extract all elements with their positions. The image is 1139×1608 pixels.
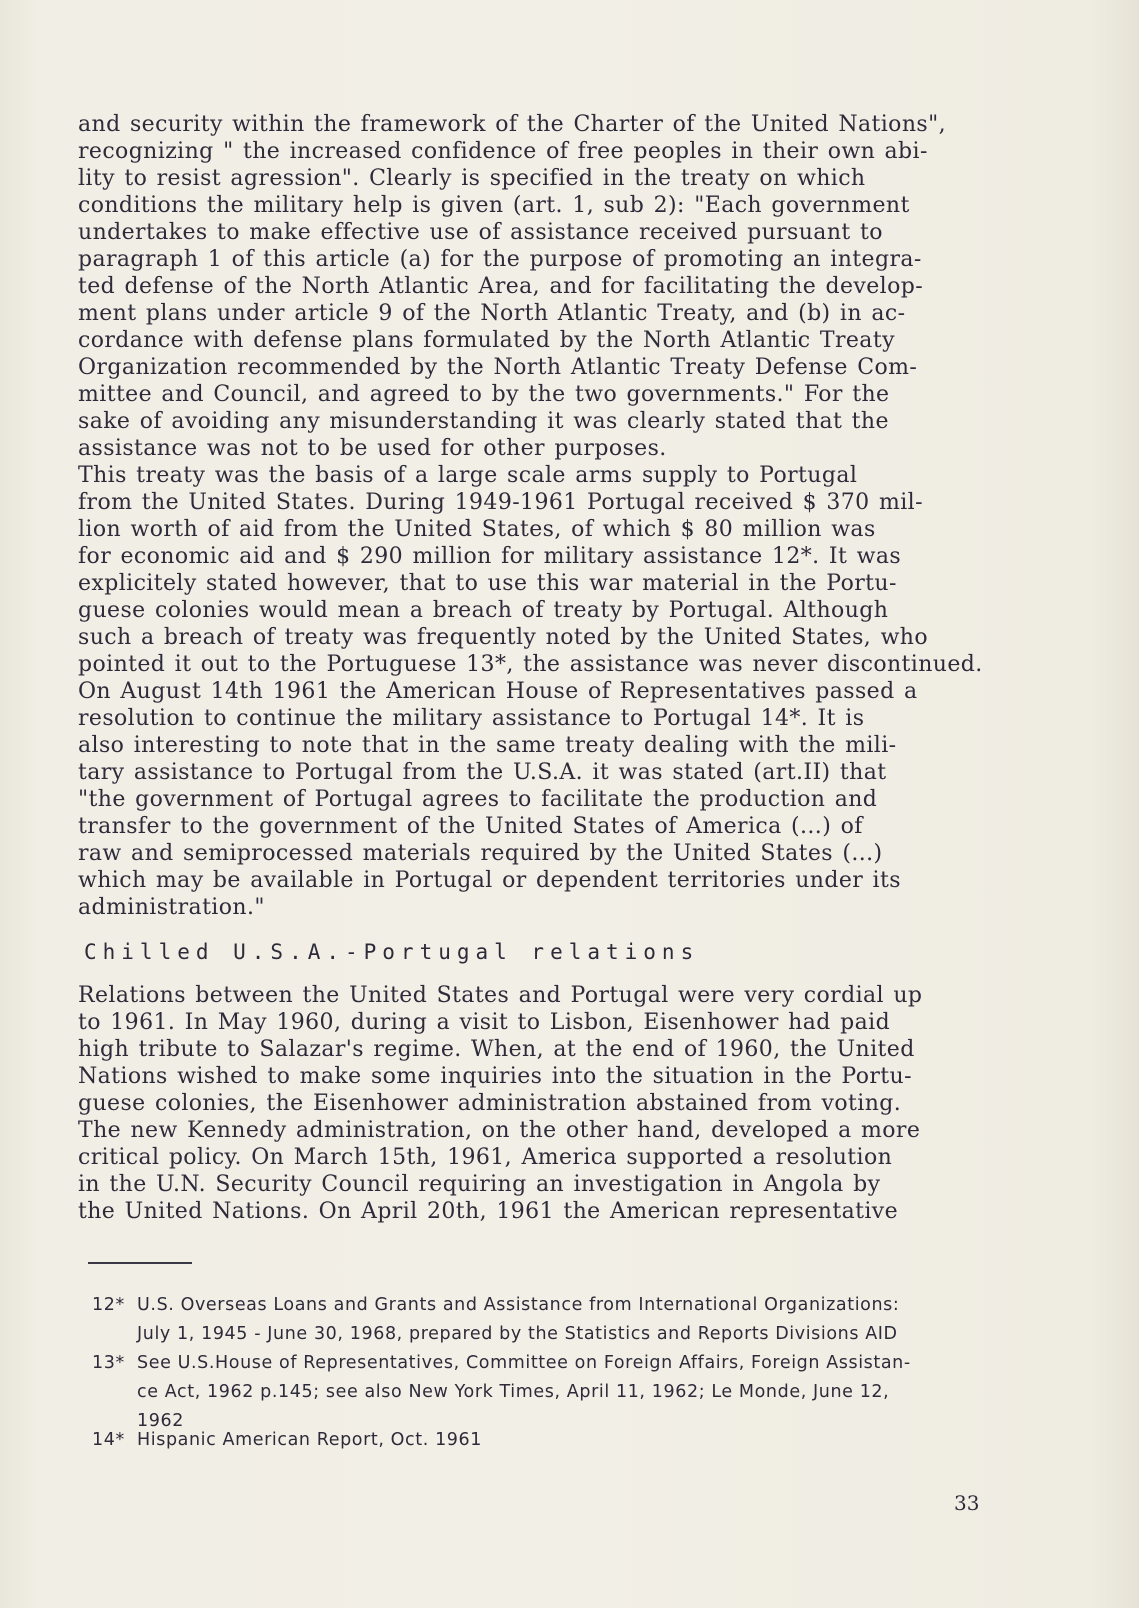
footnote-number: 14*: [92, 1430, 125, 1450]
text-line: explicitely stated however, that to use this war material in the Portu-: [78, 571, 897, 596]
text-line: resolution to continue the military assistance to Portugal 14*. It is: [78, 706, 865, 731]
text-line: This treaty was the basis of a large scale arms supply to Portugal: [78, 463, 858, 488]
text-line: On August 14th 1961 the American House of Representatives passed a: [78, 679, 918, 704]
footnote-number: 13*: [92, 1353, 125, 1373]
text-line: ted defense of the North Atlantic Area, and for facilitating the develop-: [78, 274, 924, 299]
footnote-number: 12*: [92, 1295, 125, 1315]
text-line: pointed it out to the Portuguese 13*, the assistance was never discontinued.: [78, 652, 983, 677]
text-line: Relations between the United States and Portugal were very cordial up: [78, 983, 923, 1008]
text-line: "the government of Portugal agrees to facilitate the production and: [78, 787, 878, 812]
text-line: lity to resist agression". Clearly is specified in the treaty on which: [78, 166, 866, 191]
text-line: ment plans under article 9 of the North Atlantic Treaty, and (b) in ac-: [78, 301, 906, 326]
text-line: also interesting to note that in the same treaty dealing with the mili-: [78, 733, 897, 758]
text-line: such a breach of treaty was frequently noted by the United States, who: [78, 625, 929, 650]
footnote-line: 1962: [137, 1411, 184, 1431]
text-line: paragraph 1 of this article (a) for the purpose of promoting an integra-: [78, 247, 922, 272]
text-line: for economic aid and $ 290 million for military assistance 12*. It was: [78, 544, 902, 569]
footnote-line: See U.S.House of Representatives, Committee on Foreign Affairs, Foreign Assistan-: [137, 1353, 911, 1373]
text-line: lion worth of aid from the United States, of which $ 80 million was: [78, 517, 876, 542]
text-line: transfer to the government of the United States of America (...) of: [78, 814, 863, 839]
footnote-separator: [88, 1262, 192, 1264]
text-line: Nations wished to make some inquiries into the situation in the Portu-: [78, 1064, 912, 1089]
body-paragraph-1: [78, 111, 1008, 921]
body-paragraph-2: [78, 982, 1008, 1225]
text-line: guese colonies would mean a breach of treaty by Portugal. Although: [78, 598, 889, 623]
text-line: raw and semiprocessed materials required by the United States (...): [78, 841, 883, 866]
page-number: 33: [954, 1491, 980, 1515]
text-line: administration.": [78, 895, 265, 920]
text-line: guese colonies, the Eisenhower administration abstained from voting.: [78, 1091, 902, 1116]
text-line: conditions the military help is given (art. 1, sub 2): "Each government: [78, 193, 910, 218]
text-line: critical policy. On March 15th, 1961, America supported a resolution: [78, 1145, 893, 1170]
text-line: sake of avoiding any misunderstanding it was clearly stated that the: [78, 409, 889, 434]
text-line: high tribute to Salazar's regime. When, at the end of 1960, the United: [78, 1037, 915, 1062]
text-line: assistance was not to be used for other purposes.: [78, 436, 667, 461]
footnote-line: July 1, 1945 - June 30, 1968, prepared by the Statistics and Reports Divisions AID: [137, 1324, 898, 1344]
text-line: The new Kennedy administration, on the other hand, developed a more: [78, 1118, 921, 1143]
section-heading: Chilled U.S.A.-Portugal relations: [84, 940, 700, 964]
text-line: recognizing " the increased confidence of free peoples in their own abi-: [78, 139, 928, 164]
text-line: which may be available in Portugal or dependent territories under its: [78, 868, 901, 893]
text-line: the United Nations. On April 20th, 1961 the American representative: [78, 1199, 899, 1224]
text-line: undertakes to make effective use of assistance received pursuant to: [78, 220, 883, 245]
footnote-line: Hispanic American Report, Oct. 1961: [137, 1430, 483, 1450]
footnote-line: ce Act, 1962 p.145; see also New York Times, April 11, 1962; Le Monde, June 12,: [137, 1382, 890, 1402]
footnote-line: U.S. Overseas Loans and Grants and Assistance from International Organizations:: [137, 1295, 900, 1315]
text-line: cordance with defense plans formulated by the North Atlantic Treaty: [78, 328, 895, 353]
text-line: in the U.N. Security Council requiring an investigation in Angola by: [78, 1172, 881, 1197]
text-line: tary assistance to Portugal from the U.S.A. it was stated (art.II) that: [78, 760, 887, 785]
text-line: mittee and Council, and agreed to by the two governments." For the: [78, 382, 890, 407]
text-line: to 1961. In May 1960, during a visit to Lisbon, Eisenhower had paid: [78, 1010, 891, 1035]
text-line: and security within the framework of the Charter of the United Nations",: [78, 112, 947, 137]
text-line: from the United States. During 1949-1961 Portugal received $ 370 mil-: [78, 490, 923, 515]
text-line: Organization recommended by the North Atlantic Treaty Defense Com-: [78, 355, 918, 380]
